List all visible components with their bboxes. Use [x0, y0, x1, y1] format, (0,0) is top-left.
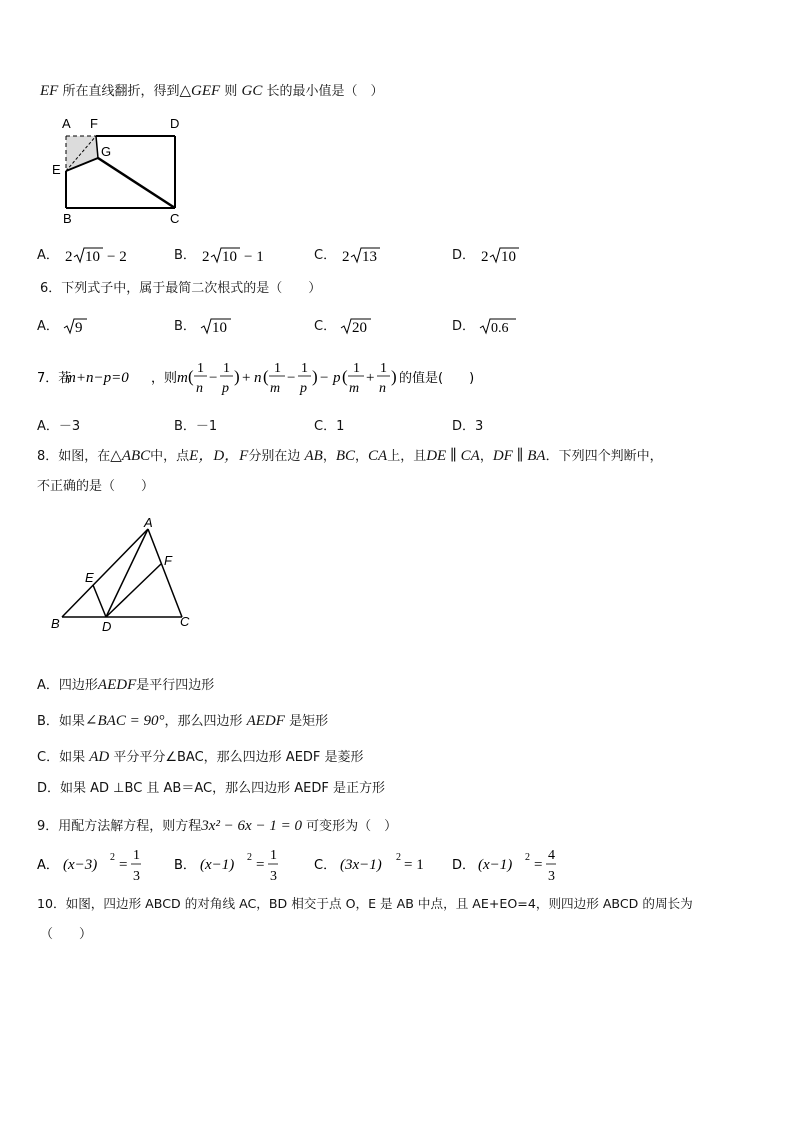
- q5-label-b: B: [63, 211, 72, 226]
- svg-text:2: 2: [481, 248, 489, 265]
- svg-text:(3x−1): (3x−1): [340, 857, 382, 873]
- svg-text:2: 2: [65, 248, 73, 265]
- svg-text:1: 1: [133, 848, 140, 863]
- svg-text:B．: B．: [174, 858, 196, 873]
- svg-text:): ): [234, 367, 240, 386]
- q8-label-e: E: [85, 570, 94, 585]
- svg-text:13: 13: [362, 248, 378, 265]
- q5-label-e: E: [52, 162, 61, 177]
- svg-text:=: =: [534, 857, 543, 873]
- svg-text:1: 1: [270, 848, 277, 863]
- q5-option-c-sqrt: [340, 246, 390, 266]
- q7-option-d: D．3: [452, 419, 484, 434]
- q6-option-c: C． 20: [314, 315, 376, 337]
- q5-label-d: D: [170, 116, 180, 131]
- q5-option-d-sqrt: [479, 246, 529, 266]
- q5-label-f: F: [90, 116, 98, 131]
- svg-text:3: 3: [548, 869, 555, 884]
- q6-option-b: B． 10: [174, 315, 236, 337]
- svg-text:10: 10: [501, 248, 517, 265]
- q5-option-b: B． 2 10 − 1: [174, 244, 276, 266]
- svg-text:(: (: [188, 367, 194, 386]
- svg-text:0.6: 0.6: [491, 320, 509, 336]
- svg-text:=: =: [119, 857, 128, 873]
- q9-stem: 9．用配方法解方程，则方程3x² − 6x − 1 = 0 可变形为（ ）: [37, 818, 398, 834]
- q6-stem: 6．下列式子中，属于最简二次根式的是（ ）: [40, 281, 322, 296]
- svg-text:m: m: [177, 370, 188, 386]
- q5-option-a-sqrt: [63, 246, 139, 266]
- svg-text:−: −: [287, 370, 296, 386]
- svg-text:n: n: [379, 381, 386, 396]
- q8-option-b: B．如果∠BAC = 90°，那么四边形 AEDF 是矩形: [37, 713, 329, 729]
- svg-text:1: 1: [380, 361, 387, 376]
- q9-option-c: [314, 845, 434, 891]
- q6-option-d: D． 0.6: [452, 315, 521, 337]
- svg-text:p: p: [333, 370, 341, 386]
- svg-text:n: n: [196, 381, 203, 396]
- q5-option-d: D． 2 10: [452, 244, 529, 266]
- q8-option-d: D．如果 AD ⊥BC 且 AB＝AC，那么四边形 AEDF 是正方形: [37, 781, 385, 796]
- q5-label-c: C: [170, 211, 180, 226]
- q8-label-d: D: [102, 619, 112, 634]
- svg-text:2: 2: [110, 852, 115, 863]
- svg-text:2: 2: [247, 852, 252, 863]
- svg-text:1: 1: [274, 361, 281, 376]
- svg-text:+: +: [366, 370, 375, 386]
- q5-segment-gc: [98, 158, 175, 208]
- svg-text:+: +: [242, 370, 251, 386]
- svg-text:1: 1: [353, 361, 360, 376]
- q8-figure: [48, 515, 198, 637]
- q8-option-a: A．四边形AEDF是平行四边形: [37, 677, 215, 693]
- q8-segment-ad: [106, 529, 148, 617]
- q5-ef: EF: [40, 83, 59, 99]
- q9-option-b: [174, 845, 294, 891]
- svg-text:10: 10: [85, 248, 101, 265]
- q8-option-c: C．如果 AD 平分平分∠BAC，那么四边形 AEDF 是菱形: [37, 749, 364, 765]
- q5-option-a: A． 2 10 − 2: [37, 244, 139, 266]
- q8-label-b: B: [51, 616, 60, 631]
- svg-text:= 1: = 1: [404, 857, 424, 873]
- q7-option-a: A．－3: [37, 419, 81, 434]
- svg-text:2: 2: [396, 852, 401, 863]
- svg-text:− 2: − 2: [107, 248, 127, 265]
- svg-text:的值是( ): 的值是( ): [399, 371, 475, 386]
- svg-text:m+n−p=0: m+n−p=0: [65, 370, 129, 386]
- svg-text:3: 3: [133, 869, 140, 884]
- q10-stem-line1: 10．如图，四边形 ABCD 的对角线 AC，BD 相交于点 O，E 是 AB 中点，且 AE+EO=4，则四边形 ABCD 的周长为: [37, 896, 693, 911]
- svg-text:9: 9: [75, 319, 83, 336]
- q5-label-a: A: [62, 116, 71, 131]
- svg-text:20: 20: [352, 319, 368, 336]
- svg-text:1: 1: [301, 361, 308, 376]
- svg-text:(: (: [342, 367, 348, 386]
- q8-segment-df: [106, 564, 161, 617]
- q8-stem-line2: 不正确的是（ ）: [37, 479, 155, 494]
- q5-stem: EF 所在直线翻折，得到△GEF 则 GC 长的最小值是（ ）: [40, 83, 384, 99]
- svg-text:7．若: 7．若: [37, 371, 72, 386]
- q7-expression: [37, 355, 497, 399]
- svg-text:(x−1): (x−1): [200, 857, 235, 873]
- svg-text:): ): [312, 367, 318, 386]
- svg-text:2: 2: [202, 248, 210, 265]
- svg-text:D．: D．: [452, 858, 476, 873]
- q5-option-c: C． 2 13: [314, 244, 390, 266]
- q8-label-f: F: [164, 553, 172, 568]
- svg-text:C．: C．: [314, 858, 337, 873]
- svg-text:1: 1: [223, 361, 230, 376]
- q8-segment-de: [93, 585, 106, 617]
- svg-text:2: 2: [342, 248, 350, 265]
- svg-text:1: 1: [197, 361, 204, 376]
- svg-text:p: p: [222, 381, 229, 396]
- svg-text:A．: A．: [37, 858, 59, 873]
- svg-text:m: m: [349, 381, 360, 396]
- svg-text:2: 2: [525, 852, 530, 863]
- q8-stem-line1: 8．如图，在△ABC中，点E，D，F分别在边 AB，BC，CA上，且DE ∥ CA，DF ∥ BA．下列四个判断中，: [37, 448, 663, 464]
- q10-stem-line2: （ ）: [40, 927, 93, 942]
- svg-text:m: m: [270, 381, 281, 396]
- svg-text:): ): [391, 367, 397, 386]
- svg-text:−: −: [320, 370, 329, 386]
- q8-side-ab: [62, 529, 148, 617]
- q8-label-c: C: [180, 614, 190, 629]
- svg-text:，则: ，则: [151, 371, 178, 386]
- q5-figure: [46, 112, 196, 230]
- q8-label-a: A: [144, 515, 153, 530]
- svg-text:=: =: [256, 857, 265, 873]
- q7-stem: [37, 355, 497, 403]
- svg-text:10: 10: [212, 319, 228, 336]
- svg-text:p: p: [300, 381, 307, 396]
- q7-option-c: C．1: [314, 419, 345, 434]
- q7-option-b: B．－1: [174, 419, 218, 434]
- q9-option-a: [37, 845, 157, 891]
- svg-text:(x−3): (x−3): [63, 857, 98, 873]
- svg-text:4: 4: [548, 848, 555, 863]
- q6-option-a: A． 9: [37, 315, 93, 337]
- q8-side-ac: [148, 529, 182, 617]
- svg-text:10: 10: [222, 248, 238, 265]
- svg-text:−: −: [209, 370, 218, 386]
- svg-text:n: n: [254, 370, 262, 386]
- svg-text:− 1: − 1: [244, 248, 264, 265]
- svg-text:(: (: [263, 367, 269, 386]
- q9-option-d: [452, 845, 572, 891]
- q5-label-g: G: [101, 144, 112, 159]
- q5-option-b-sqrt: [200, 246, 276, 266]
- svg-text:3: 3: [270, 869, 277, 884]
- svg-text:(x−1): (x−1): [478, 857, 513, 873]
